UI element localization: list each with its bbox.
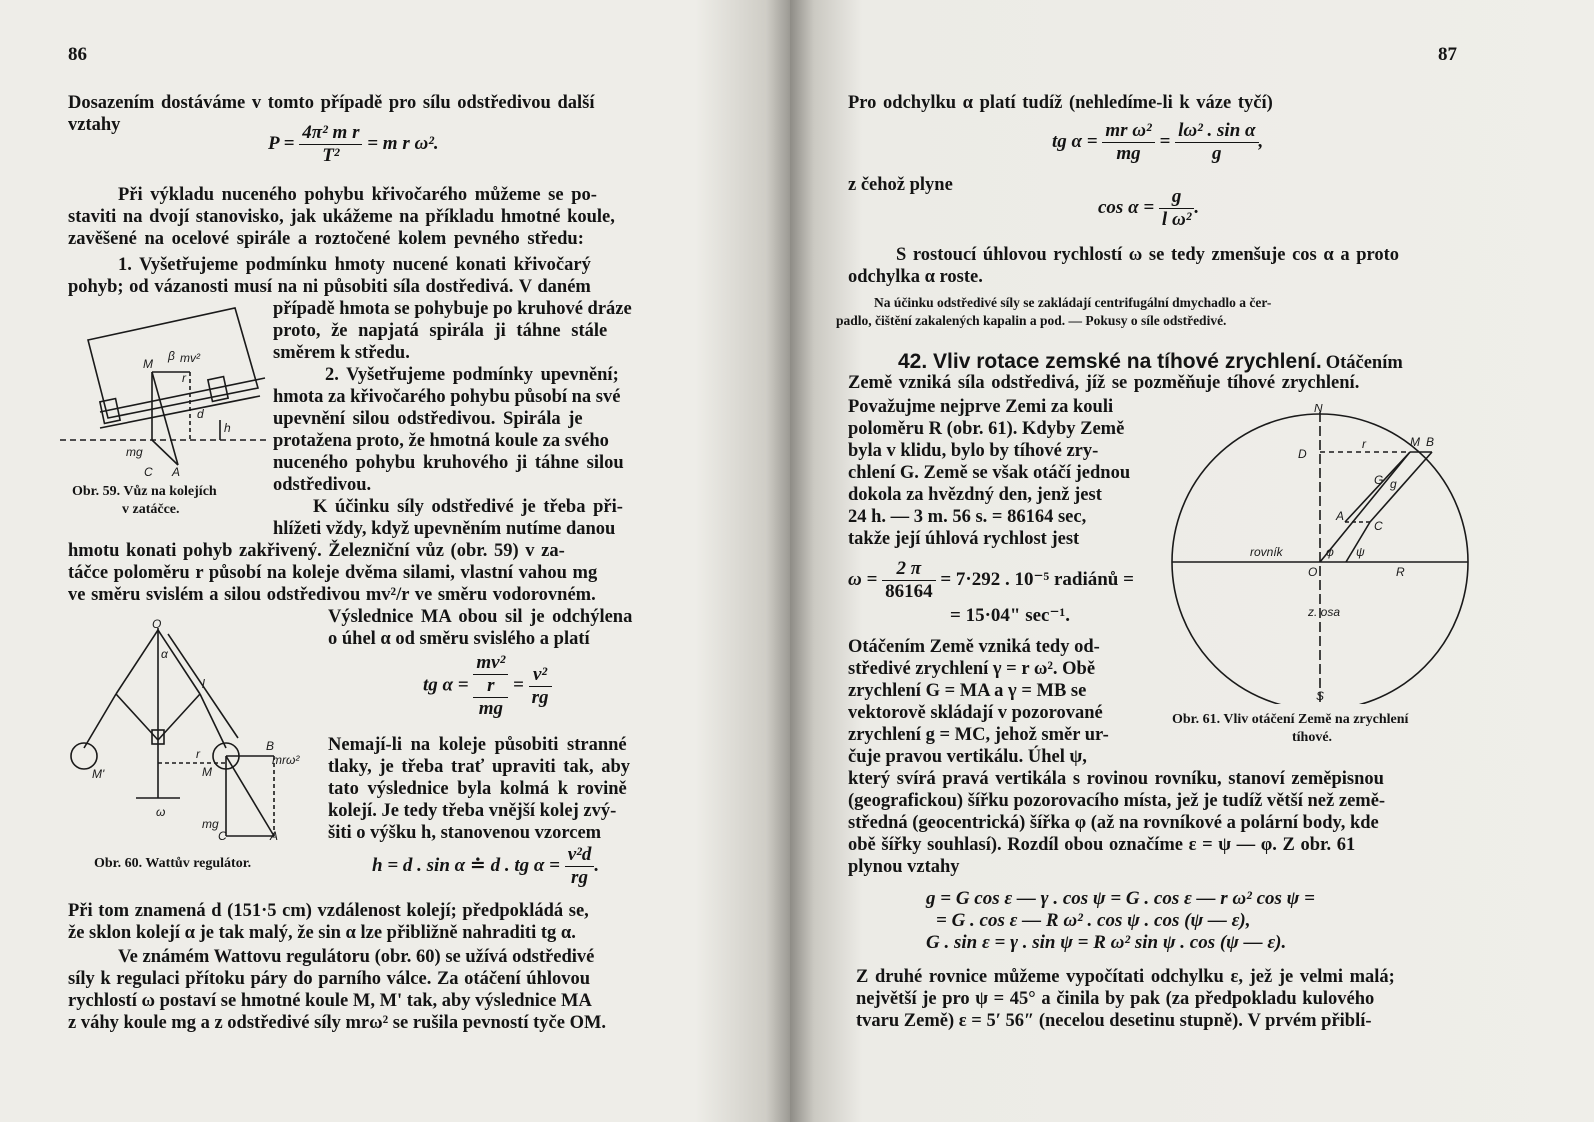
eqA-end: , [1258, 130, 1264, 152]
eq2-fraction2 [529, 664, 552, 709]
text-line: poloměru R (obr. 61). Kdyby Země [848, 419, 1125, 439]
text-line: z čehož plyne [848, 175, 953, 195]
eqB-numerator: g [1159, 186, 1194, 209]
eq1-numerator: 4π² m r [299, 122, 362, 145]
text-line: Považujme nejprve Zemi za kouli [848, 397, 1114, 417]
figure-60-watt-regulator [66, 618, 330, 840]
text-line: Ve známém Wattovu regulátoru (obr. 60) se užívá odstředivé [118, 947, 595, 967]
fig59-label-M: M [143, 357, 153, 371]
fig59-label-h: h [224, 421, 231, 435]
fig60-label-Mp: M' [92, 767, 105, 781]
note-line: padlo, čištění zakalených kapalin a pod. — Pokusy o síle odstředivé. [836, 313, 1227, 328]
text-line: šiti o výšku h, stanovenou vzorcem [328, 823, 602, 843]
page-number: 86 [68, 44, 87, 65]
fig61-label-r: r [1362, 437, 1366, 451]
text-line: pohyb; od vázanosti musí na ni působiti síla dostředivá. V daném [68, 277, 591, 297]
eqA-fraction2 [1175, 120, 1258, 165]
text-line: Nemají-li na koleje působiti stranné [328, 735, 627, 755]
text-line: tlaky, je třeba trať upraviti tak, aby [328, 757, 631, 777]
figure-60-caption: Obr. 60. Wattův regulátor. [94, 856, 252, 871]
figure-59-caption: v zatáčce. [122, 502, 180, 517]
fig61-label-g: g [1390, 477, 1397, 491]
eq3-numerator: v²d [565, 844, 595, 867]
text-line: odchylka α roste. [848, 267, 983, 287]
figure-61-earth-rotation [1170, 404, 1480, 704]
section-heading-tail: Otáčením [1325, 353, 1403, 373]
fig60-label-M: M [202, 765, 212, 779]
eqC-denominator: 86164 [885, 581, 933, 602]
fig60-label-alpha: α [161, 647, 168, 661]
fig59-label-mg: mg [126, 445, 143, 459]
fig59-label-C: C [144, 465, 153, 479]
text-line: proto, že napjatá spirála ji táhne stále [273, 321, 608, 341]
text-line: zrychlení G = MA a γ = MB se [848, 681, 1087, 701]
text-line: dokola za hvězdný den, jenž jest [848, 485, 1102, 505]
eq1-lhs: P = [268, 132, 295, 154]
fig60-label-B: B [266, 739, 275, 753]
text-line: zavěšené na ocelové spirále a roztočené kolem pevného středu: [68, 229, 584, 249]
eq1-denominator: T² [322, 145, 340, 166]
text-line: Pro odchylku α platí tudíž (nehledíme-li k váze tyčí) [848, 93, 1273, 113]
eqB-denominator: l ω² [1161, 209, 1192, 230]
section-heading-title: 42. Vliv rotace zemské na tíhové zrychlení. [898, 350, 1322, 373]
eqA-denominator2: g [1212, 143, 1222, 164]
eq2-mid: = [513, 674, 524, 696]
equation-gravity-2: = G . cos ε — R ω² . cos ψ . cos (ψ — ε), [936, 910, 1251, 931]
equation-rail-height [372, 844, 599, 889]
fig60-label-C: C [218, 829, 227, 840]
text-line: byla v klidu, bylo by tíhové zry- [848, 441, 1099, 461]
text-line: odstředivou. [273, 475, 372, 495]
eq2-numerator2: v² [529, 664, 552, 687]
fig61-label-N: N [1314, 404, 1323, 415]
text-line: že sklon kolejí α je tak malý, že sin α lze přibližně nahraditi tg α. [68, 923, 576, 943]
text-line: plynou vztahy [848, 857, 960, 877]
text-line: středná (geocentrická) šířka φ (až na rovníkové a polární body, kde [848, 813, 1379, 833]
text-line: případě hmota se pohybuje po kruhové dráze [273, 299, 632, 319]
fig61-label-phi: φ [1326, 545, 1334, 559]
eq2-denominator: mg [473, 697, 508, 720]
text-line: hmotu konati pohyb zakřivený. Železniční vůz (obr. 59) v za- [68, 541, 565, 561]
text-line: protažena proto, že hmotná koule za svého [273, 431, 609, 451]
text-line: nuceného pohybu kruhového ji táhne silou [273, 453, 624, 473]
eqA-numerator1: mr ω² [1102, 120, 1154, 143]
fig60-label-mg: mg [202, 817, 219, 831]
right-page [790, 0, 1594, 1122]
text-line: Výslednice MA obou sil je odchýlena [328, 607, 633, 627]
text-line: o úhel α od směru svislého a platí [328, 629, 590, 649]
text-line: táčce poloměru r působí na koleje dvěma silami, vlastní vahou mg [68, 563, 598, 583]
eqA-equals: = [1159, 130, 1171, 152]
equation-cos-alpha [1098, 186, 1199, 231]
eq2-inner-denominator: r [487, 675, 495, 696]
eqC-lhs: ω = [848, 568, 878, 590]
fig61-label-D: D [1298, 447, 1307, 461]
eqA-lhs: tg α = [1052, 130, 1098, 152]
fig61-label-osa: z. osa [1308, 605, 1341, 619]
text-line: staviti na dvojí stanovisko, jak ukážeme na příkladu hmotné koule, [68, 207, 615, 227]
text-line: Otáčením Země vzniká tedy od- [848, 637, 1100, 657]
eq2-numerator [473, 652, 508, 697]
fig61-label-R: R [1396, 565, 1405, 579]
fig61-label-rovnik: rovník [1250, 545, 1283, 559]
fig61-label-psi: ψ [1356, 545, 1365, 559]
equation-centrifugal-force [268, 122, 439, 167]
eq1-rhs: = m r ω². [367, 132, 439, 154]
text-line: upevnění silou odstředivou. Spirála je [273, 409, 583, 429]
fig59-label-d: d [197, 407, 204, 421]
left-page [0, 0, 790, 1122]
text-line: tato výslednice byla kolmá k rovině [328, 779, 627, 799]
text-line: obě šířky souhlasí). Rozdíl obou označíme ε = ψ — φ. Z obr. 61 [848, 835, 1356, 855]
figure-59-railcar [60, 300, 270, 482]
text-line: takže její úhlová rychlost jest [848, 529, 1080, 549]
eq1-fraction [299, 122, 362, 167]
text-line: S rostoucí úhlovou rychlostí ω se tedy zmenšuje cos α a proto [896, 245, 1400, 265]
eq2-fraction [473, 652, 508, 720]
fig61-label-S: S [1316, 689, 1325, 703]
equation-tg-alpha-right [1052, 120, 1263, 165]
eq3-denominator: rg [571, 867, 588, 888]
text-line: zrychlení g = MC, jehož směr ur- [848, 725, 1109, 745]
eqC-numerator: 2 π [882, 558, 936, 581]
text-line: Při tom znamená d (151·5 cm) vzdálenost kolejí; předpokládá se, [68, 901, 589, 921]
text-line: rychlostí ω postaví se hmotné koule M, M' tak, aby výslednice MA [68, 991, 592, 1011]
eqA-denominator1: mg [1116, 143, 1141, 164]
fig60-label-omega: ω [156, 805, 166, 819]
eqB-fraction [1159, 186, 1194, 231]
eqA-numerator2: lω² . sin α [1175, 120, 1258, 143]
page-number: 87 [1438, 44, 1457, 65]
eq2-lhs: tg α = [423, 674, 469, 696]
eqC-rhs: = 7·292 . 10⁻⁵ radiánů = [940, 568, 1134, 590]
text-line: směrem k středu. [273, 343, 410, 363]
text-line: Při výkladu nuceného pohybu křivočarého můžeme se po- [118, 185, 597, 205]
equation-gravity-1: g = G cos ε — γ . cos ψ = G . cos ε — r ω² cos ψ = [926, 888, 1315, 909]
text-line: hlížeti vždy, když upevněním nutíme danou [273, 519, 616, 539]
equation-angular-velocity-2: = 15·04" sec⁻¹. [950, 605, 1070, 626]
eq2-denominator2: rg [531, 686, 549, 708]
fig61-label-M: M [1410, 435, 1420, 449]
fig59-label-r: r [182, 371, 186, 385]
fig61-label-C: C [1374, 519, 1383, 533]
text-line: středivé zrychlení γ = r ω². Obě [848, 659, 1096, 679]
text-line: Z druhé rovnice můžeme vypočítati odchylku ε, jež je velmi malá; [856, 967, 1395, 987]
fig61-label-O: O [1308, 565, 1318, 579]
text-line: čuje pravou vertikálu. Úhel ψ, [848, 747, 1087, 767]
figure-61-caption: Obr. 61. Vliv otáčení Země na zrychlení [1172, 712, 1409, 727]
intro-line: Dosazením dostáváme v tomto případě pro sílu odstředivou další [68, 93, 595, 113]
fig61-label-A: A [1336, 509, 1345, 523]
eq3-left: h = d . sin α ≐ d . tg α = [372, 854, 560, 876]
text-line: ve směru svislém a silou odstředivou mv²/r ve směru vodorovném. [68, 585, 596, 605]
fig59-label-A: A [172, 465, 181, 479]
text-line: (geografickou) šířku pozorovacího místa, jež je tudíž větší než země- [848, 791, 1386, 811]
eqB-end: . [1194, 196, 1200, 218]
eqC-fraction [882, 558, 936, 603]
fig61-label-G: G [1374, 473, 1384, 487]
text-line: Země vzniká síla odstředivá, jíž se pozměňuje tíhové zrychlení. [848, 373, 1360, 393]
equation-gravity-3: G . sin ε = γ . sin ψ = R ω² sin ψ . cos (ψ — ε). [926, 932, 1287, 953]
text-line: kolejí. Je tedy třeba vnější kolej zvý- [328, 801, 617, 821]
text-line: z váhy koule mg a z odstředivé síly mrω² se rušila pevností tyče OM. [68, 1013, 607, 1033]
eqB-lhs: cos α = [1098, 196, 1155, 218]
text-line: hmota za křivočarého pohybu působí na své [273, 387, 621, 407]
text-line: největší je pro ψ = 45° a činila by pak (za předpokladu kulového [856, 989, 1375, 1009]
eq2-inner-fraction [473, 652, 508, 697]
section-heading [898, 350, 1403, 374]
text-line: který svírá pravá vertikála s rovinou rovníku, stanoví zeměpisnou [848, 769, 1384, 789]
text-line: chlení G. Země se však otáčí jednou [848, 463, 1131, 483]
text-line: vektorově skládají v pozorované [848, 703, 1103, 723]
fig60-label-O: O [152, 618, 162, 631]
fig60-label-r: r [196, 747, 200, 761]
eqA-fraction1 [1102, 120, 1154, 165]
fig61-label-B: B [1426, 435, 1435, 449]
eq3-end: . [594, 854, 600, 876]
figure-59-caption: Obr. 59. Vůz na kolejích [72, 484, 217, 499]
eq3-fraction [565, 844, 595, 889]
text-line: 1. Vyšetřujeme podmínku hmoty nucené konati křivočarý [118, 255, 591, 275]
note-line: Na účinku odstředivé síly se zakládají centrifugální dmychadlo a čer- [874, 295, 1272, 310]
text-line: síly k regulaci přítoku páry do parního válce. Za otáčení úhlovou [68, 969, 591, 989]
fig59-label-beta: β [168, 349, 175, 363]
figure-61-caption: tíhové. [1292, 730, 1333, 745]
fig60-label-mrw: mrω² [272, 753, 300, 767]
fig60-label-l: l [202, 677, 205, 691]
fig59-label-mv: mv² [180, 351, 200, 365]
equation-angular-velocity [848, 558, 1134, 603]
text-line: 24 h. — 3 m. 56 s. = 86164 sec, [848, 507, 1087, 527]
text-line: tvaru Země) ε = 5′ 56″ (necelou desetinu stupně). V prvém přiblí- [856, 1011, 1372, 1031]
text-line: 2. Vyšetřujeme podmínky upevnění; [325, 365, 619, 385]
equation-tg-alpha [423, 652, 552, 720]
eq2-inner-numerator: mv² [473, 652, 508, 675]
intro-line: vztahy [68, 115, 121, 135]
text-line: K účinku síly odstředivé je třeba při- [313, 497, 623, 517]
fig60-label-A: A [270, 829, 279, 840]
